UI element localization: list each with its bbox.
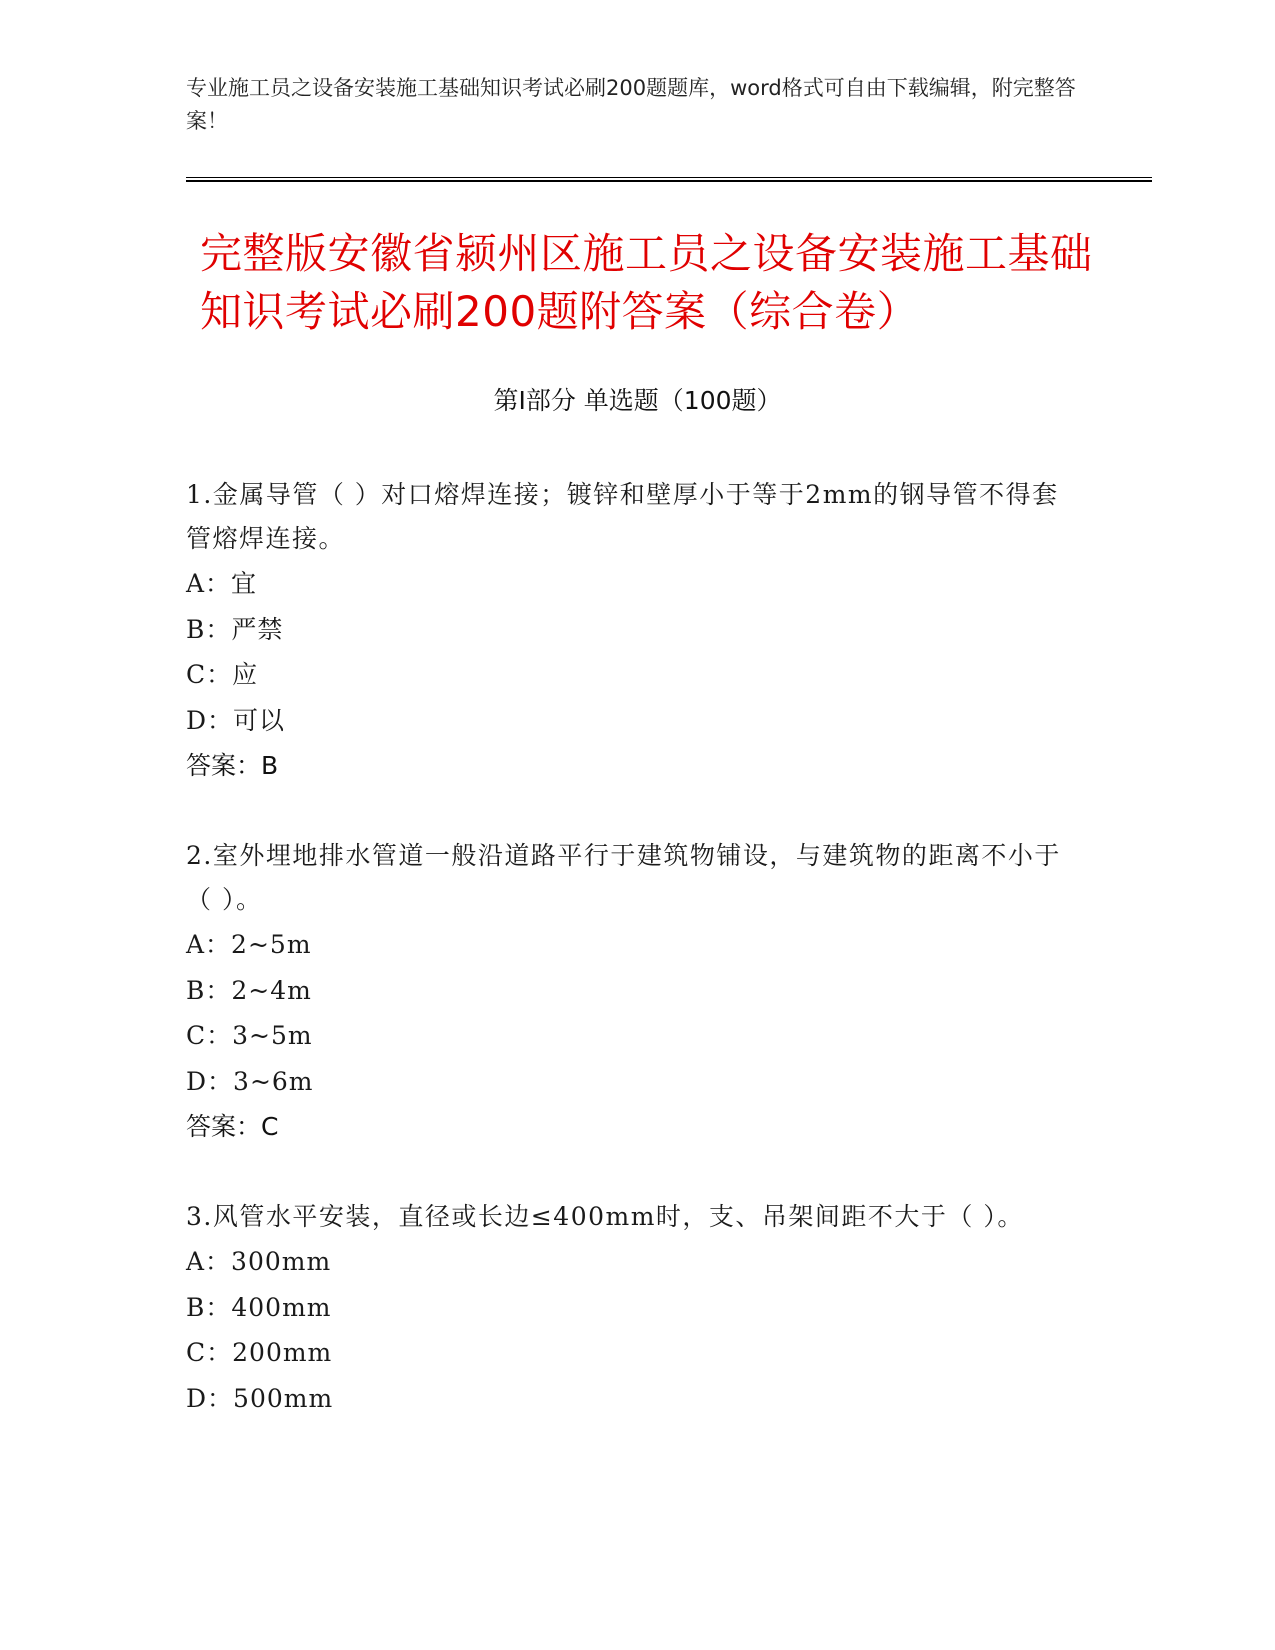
question-stem: 3.风管水平安装，直径或长边≤400mm时，支、吊架间距不大于（ ）。 xyxy=(186,1202,1024,1231)
header-note: 专业施工员之设备安装施工基础知识考试必刷200题题库，word格式可自由下载编辑，附完整答案！ xyxy=(186,76,1076,133)
document-title: 完整版安徽省颍州区施工员之设备安装施工基础知识考试必刷200题附答案（综合卷） xyxy=(200,229,1093,336)
question-list xyxy=(186,473,1076,1466)
option-d: D：500mm xyxy=(186,1383,334,1413)
option-c: C：200mm xyxy=(186,1338,333,1367)
option-b: B：严禁 xyxy=(186,614,284,644)
question-stem: 1.金属导管（ ）对口熔焊连接；镀锌和壁厚小于等于2mm的钢导管不得套管熔焊连接。 xyxy=(186,480,1059,553)
header-divider-thick xyxy=(186,180,1152,182)
option-c: C：应 xyxy=(186,660,259,689)
question-stem: 2.室外埋地排水管道一般沿道路平行于建筑物铺设，与建筑物的距离不小于（ ）。 xyxy=(186,841,1061,914)
option-b: B：2~4m xyxy=(186,975,312,1005)
question-2 xyxy=(186,834,1076,1150)
option-c: C：3~5m xyxy=(186,1021,313,1050)
option-a: A：300mm xyxy=(186,1247,332,1276)
option-d: D：可以 xyxy=(186,705,286,735)
header-divider-thin xyxy=(186,177,1152,178)
option-b: B：400mm xyxy=(186,1292,332,1322)
question-3 xyxy=(186,1195,1076,1421)
answer-line: 答案：B xyxy=(186,751,279,780)
answer-line: 答案：C xyxy=(186,1112,279,1141)
question-1 xyxy=(186,473,1076,789)
option-a: A：2~5m xyxy=(186,930,312,959)
option-a: A：宜 xyxy=(186,569,258,598)
section-heading: 第I部分 单选题（100题） xyxy=(493,386,782,415)
option-d: D：3~6m xyxy=(186,1066,314,1096)
